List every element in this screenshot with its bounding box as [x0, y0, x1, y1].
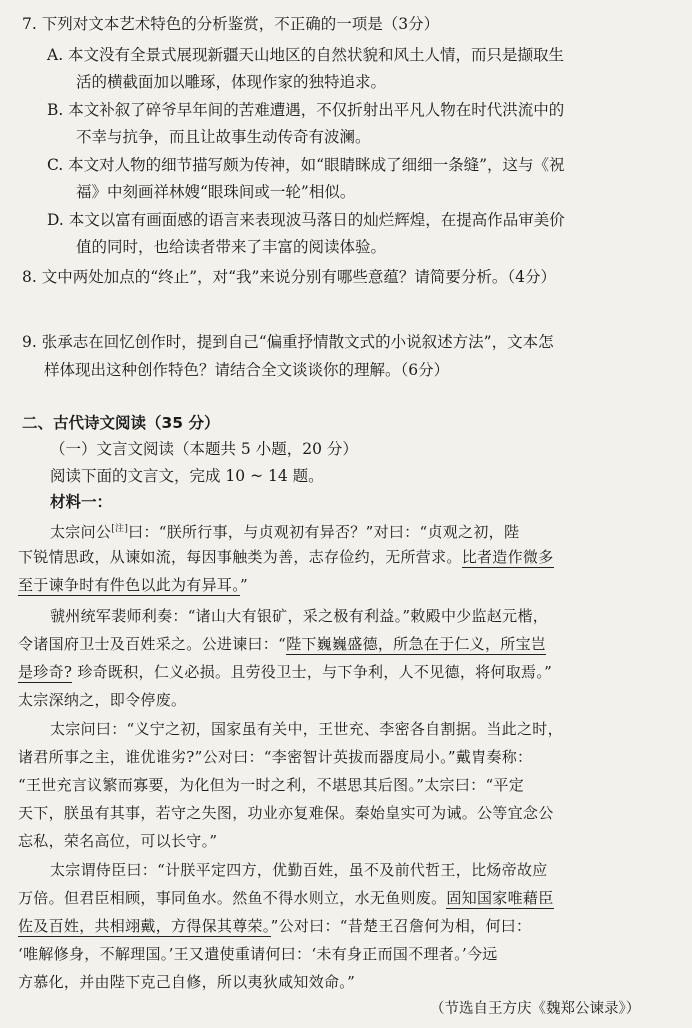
passage-line: 太宗深纳之，即令停废。 — [18, 691, 187, 709]
passage-line: 虢州统军裴师利奏：“诸山大有银矿，采之极有利益。”敕殿中少监赵元楷， — [50, 607, 549, 625]
q7-option-b-cont: 不幸与抗争，而且让故事生动传奇有波澜。 — [76, 128, 371, 146]
q9-stem-cont: 样体现出这种创作特色？请结合全文谈谈你的理解。（6分） — [44, 361, 450, 379]
passage-line: 天下，朕虽有其事，若守之失图，功业亦复难保。秦始皇实可为诫。公等宜念公 — [18, 804, 554, 822]
passage-line: “王世充言议繁而寡要，为化但为一时之利，不堪思其后图。”太宗曰：“平定 — [18, 776, 525, 794]
passage-line — [50, 518, 519, 543]
passage-text: ” — [240, 576, 248, 594]
underlined-sentence: 比者造作微多 — [461, 548, 554, 566]
q7-option-c-cont: 福》中刻画祥林嫂“眼珠间或一轮”相似。 — [76, 183, 356, 201]
q7-option-d: D. 本文以富有画面感的语言来表现波马落日的灿烂辉煌，在提高作品审美价 — [47, 211, 565, 229]
instruction: 阅读下面的文言文，完成 10 ~ 14 题。 — [50, 467, 324, 485]
q7-option-c: C. 本文对人物的细节描写颇为传神，如“眼睛眯成了细细一条缝”，这与《祝 — [47, 156, 565, 174]
q9-stem: 9. 张承志在回忆创作时，提到自己“偏重抒情散文式的小说叙述方法”，文本怎 — [22, 333, 554, 351]
passage-line — [18, 661, 552, 683]
underlined-sentence: 佐及百姓，共相翊戴，方得保其尊荣。 — [18, 917, 271, 935]
passage-line — [18, 887, 554, 909]
passage-line: 太宗问曰：“义宁之初，国家虽有关中，王世充、李密各自割据。当此之时， — [50, 720, 563, 738]
underlined-sentence: 陛下巍巍盛德，所急在于仁义，所宝岂 — [286, 635, 547, 653]
subsection-title: （一）文言文阅读（本题共 5 小题，20 分） — [50, 440, 358, 458]
passage-line: 诸君所事之主，谁优谁劣?”公对曰：“李密智计英拔而器度局小。”戴胄奏称： — [18, 748, 533, 766]
passage-text: ”公对曰：“昔楚王召詹何为相，何曰： — [270, 917, 532, 935]
q7-option-a-cont: 活的横截面加以雕琢，体现作家的独特追求。 — [76, 73, 387, 91]
passage-text: 珍奇既积，仁义必损。且劳役卫士，与下争利，人不见德，将何取焉。” — [72, 663, 553, 681]
passage-line: 太宗谓侍臣曰：“计朕平定四方，优勤百姓，虽不及前代哲王，比炀帝故应 — [50, 861, 548, 879]
underlined-sentence: 至于谏争时有件色以此为有异耳。 — [18, 576, 241, 594]
q7-option-a: A. 本文没有全景式展现新疆天山地区的自然状貌和风土人情，而只是撷取生 — [47, 46, 565, 64]
material-label: 材料一： — [50, 493, 113, 511]
passage-line — [18, 915, 531, 937]
passage-line — [18, 574, 248, 596]
passage-line: 忘私，荣名高位，可以长守。” — [18, 832, 218, 850]
q8-stem: 8. 文中两处加点的“终止”，对“我”来说分别有哪些意蕴？请简要分析。（4分） — [22, 268, 557, 286]
passage-line — [18, 633, 546, 655]
q7-stem: 7. 下列对文本艺术特色的分析鉴赏，不正确的一项是（3分） — [22, 15, 440, 33]
passage-text: 万倍。但君臣相顾，事同鱼水。然鱼不得水则立，水无鱼则废。 — [18, 889, 447, 907]
passage-text: 太宗问公 — [50, 523, 112, 541]
underlined-sentence: 固知国家唯藉臣 — [446, 889, 554, 907]
passage-line: ‘唯解修身，不解理国。’王又遣使重请何曰：‘未有身正而国不理者。’今远 — [18, 945, 498, 963]
section-title: 二、古代诗文阅读（35 分） — [22, 414, 220, 432]
passage-text: 曰：“朕所行事，与贞观初有异否？”对曰：“贞观之初，陛 — [128, 523, 520, 541]
q7-option-d-cont: 值的同时，也给读者带来了丰富的阅读体验。 — [76, 238, 387, 256]
q7-option-b: B. 本文补叙了碎爷早年间的苦难遭遇，不仅折射出平凡人物在时代洪流中的 — [47, 101, 565, 119]
passage-text: 令诸国府卫士及百姓采之。公进谏曰：“ — [18, 635, 287, 653]
footnote-marker: [注] — [111, 524, 129, 534]
source-citation: （节选自王方庆《魏郑公谏录》） — [430, 1001, 641, 1017]
passage-line: 方慕化，并由陛下克己自修，所以夷狄咸知效命。” — [18, 973, 356, 991]
passage-text: 下锐情思政，从谏如流，每因事触类为善，志存俭约，无所营求。 — [18, 548, 462, 566]
passage-line — [18, 546, 554, 568]
underlined-sentence: 是珍奇? — [18, 663, 73, 681]
